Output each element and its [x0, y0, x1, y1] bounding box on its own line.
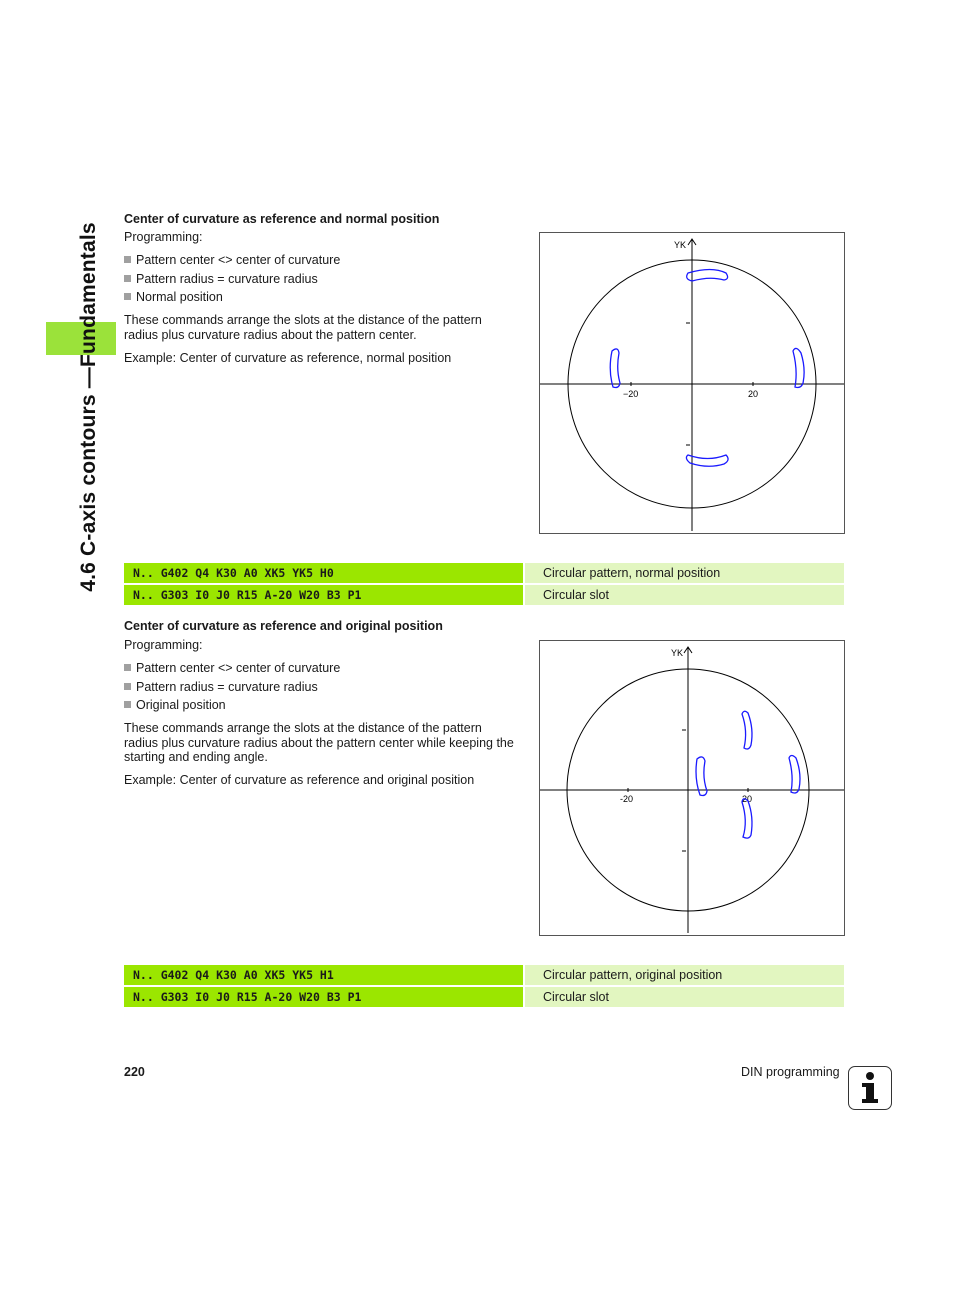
code-g303: N.. G303 I0 J0 R15 A-20 W20 B3 P1: [124, 987, 523, 1007]
tick-label-neg: −20: [623, 389, 639, 399]
slots: [610, 270, 804, 467]
slots: [696, 711, 800, 838]
slot-lower: [742, 799, 752, 838]
section2-intro: Programming:: [124, 638, 203, 652]
section2-heading: Center of curvature as reference and original position: [124, 619, 443, 633]
code-row-4: [124, 987, 844, 1007]
code-desc: Circular slot: [525, 987, 844, 1007]
bullet-square-icon: [124, 293, 131, 300]
section1-paragraph: These commands arrange the slots at the distance of the pattern radius plus curvature radius about the pattern center.: [124, 313, 482, 342]
code-row-2: [124, 585, 844, 605]
slot-upper: [742, 711, 752, 749]
code-g402: N.. G402 Q4 K30 A0 XK5 YK5 H0: [124, 563, 523, 583]
chapter-title: 4.6 C-axis contours —Fundamentals: [77, 222, 100, 592]
slot-bottom: [686, 455, 728, 466]
tick-label-pos: 20: [742, 794, 753, 804]
info-icon[interactable]: [848, 1066, 892, 1110]
code-desc: Circular slot: [525, 585, 844, 605]
section2-paragraph: These commands arrange the slots at the distance of the pattern radius plus curvature radius about the pattern center while keeping the starting and ending angle.: [124, 721, 514, 764]
tick-label-pos: 20: [748, 389, 759, 399]
slot-right: [793, 348, 804, 387]
figure-normal-position: [539, 232, 845, 534]
section1-bullet-1: Pattern center <> center of curvature: [124, 253, 340, 267]
axis-label-yk: YK: [671, 648, 684, 658]
section1-bullet-2: Pattern radius = curvature radius: [124, 272, 318, 286]
code-g402: N.. G402 Q4 K30 A0 XK5 YK5 H1: [124, 965, 523, 985]
bullet-square-icon: [124, 256, 131, 263]
tick-label-neg: -20: [620, 794, 634, 804]
code-desc: Circular pattern, normal position: [525, 563, 844, 583]
code-desc: Circular pattern, original position: [525, 965, 844, 985]
slot-right: [789, 756, 800, 794]
page-number: 220: [124, 1065, 145, 1079]
figure-original-position: [539, 640, 845, 936]
section2-bullet-1: Pattern center <> center of curvature: [124, 661, 340, 675]
code-row-3: [124, 965, 844, 985]
slot-left: [610, 349, 620, 388]
section1-bullet-3: Normal position: [124, 290, 223, 304]
section1-example: Example: Center of curvature as reference, normal position: [124, 351, 452, 365]
section2-example: Example: Center of curvature as reference and original position: [124, 773, 475, 787]
section2-bullet-3: Original position: [124, 698, 226, 712]
section2-bullet-2: Pattern radius = curvature radius: [124, 680, 318, 694]
section1-heading: Center of curvature as reference and normal position: [124, 212, 440, 226]
bullet-square-icon: [124, 701, 131, 708]
bullet-square-icon: [124, 275, 131, 282]
section1-intro: Programming:: [124, 230, 203, 244]
bullet-square-icon: [124, 683, 131, 690]
chapter-name: DIN programming: [741, 1065, 840, 1079]
code-row-1: [124, 563, 844, 583]
axis-label-yk: YK: [674, 240, 687, 250]
bullet-square-icon: [124, 664, 131, 671]
slot-top: [687, 270, 728, 282]
code-g303: N.. G303 I0 J0 R15 A-20 W20 B3 P1: [124, 585, 523, 605]
